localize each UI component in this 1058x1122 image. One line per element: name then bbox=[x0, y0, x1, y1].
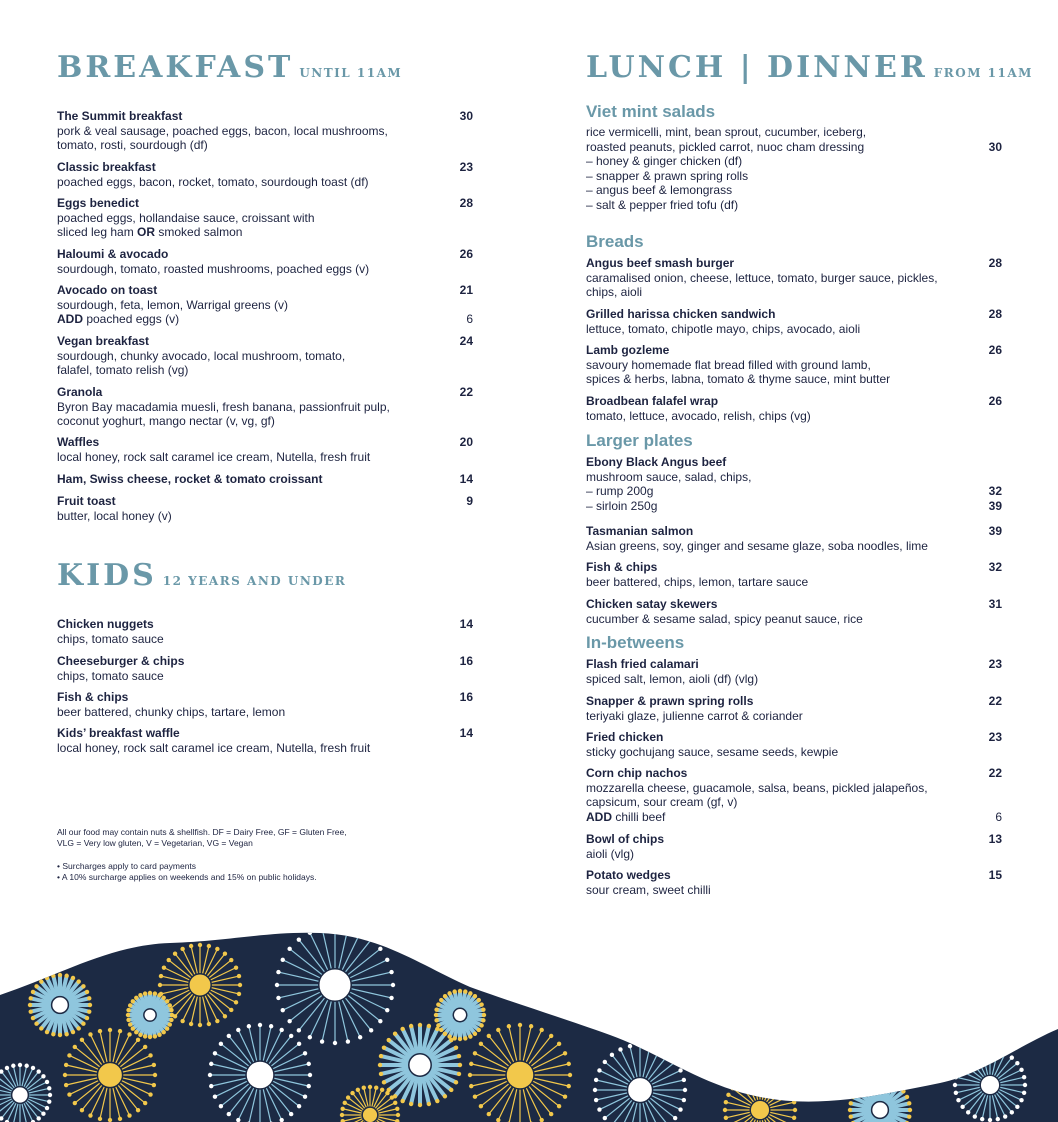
item-description: falafel, tomato relish (vg) bbox=[57, 363, 189, 377]
menu-item bbox=[586, 766, 1002, 824]
item-description: chips, tomato sauce bbox=[57, 668, 164, 683]
menu-item bbox=[586, 832, 1002, 861]
item-price: 39 bbox=[988, 524, 1002, 538]
item-price: 16 bbox=[459, 654, 473, 668]
menu-item bbox=[57, 196, 473, 240]
item-price: 30 bbox=[459, 109, 473, 123]
category-heading: In-betweens bbox=[586, 633, 685, 652]
item-description: spiced salt, lemon, aioli (df) (vlg) bbox=[586, 671, 759, 686]
menu-item bbox=[586, 597, 1002, 626]
salad-option: – angus beef & lemongrass bbox=[586, 183, 733, 197]
item-description: butter, local honey (v) bbox=[57, 508, 172, 523]
item-name: Lamb gozleme bbox=[586, 343, 670, 357]
item-name: The Summit breakfast bbox=[57, 109, 183, 123]
note-line: All our food may contain nuts & shellfish. DF = Dairy Free, GF = Gluten Free, bbox=[57, 827, 347, 837]
item-name: Corn chip nachos bbox=[586, 766, 688, 780]
desc-text: sliced leg ham bbox=[57, 225, 138, 239]
category-heading: Viet mint salads bbox=[586, 102, 716, 121]
item-description: chips, tomato sauce bbox=[57, 631, 164, 646]
item-price: 26 bbox=[988, 394, 1002, 408]
item-description: mushroom sauce, salad, chips, bbox=[586, 469, 752, 484]
menu-item bbox=[57, 690, 473, 719]
salad-option: – snapper & prawn spring rolls bbox=[586, 168, 749, 183]
item-description: Byron Bay macadamia muesli, fresh banana, passionfruit pulp, bbox=[57, 399, 390, 414]
item-price: 14 bbox=[459, 472, 473, 486]
menu-item bbox=[57, 334, 473, 378]
item-name: Haloumi & avocado bbox=[57, 247, 169, 261]
allergen-notes bbox=[57, 827, 477, 849]
item-name: Eggs benedict bbox=[57, 196, 140, 210]
item-name: Classic breakfast bbox=[57, 160, 156, 174]
add-text: poached eggs (v) bbox=[83, 312, 180, 326]
menu-item bbox=[586, 524, 1002, 553]
item-name: Chicken satay skewers bbox=[586, 597, 718, 611]
menu-item bbox=[57, 654, 473, 683]
add-price: 6 bbox=[466, 312, 473, 326]
category-heading: Larger plates bbox=[586, 431, 693, 450]
item-name: Bowl of chips bbox=[586, 832, 664, 846]
item-description: beer battered, chips, lemon, tartare sauce bbox=[586, 574, 809, 589]
item-description: caramalised onion, cheese, lettuce, tomato, burger sauce, pickles, bbox=[586, 270, 938, 285]
item-price: 24 bbox=[459, 334, 473, 348]
item-name: Fried chicken bbox=[586, 730, 664, 744]
item-description: chips, aioli bbox=[586, 285, 643, 299]
item-price: 26 bbox=[988, 343, 1002, 357]
item-description: capsicum, sour cream (gf, v) bbox=[586, 795, 738, 809]
item-price: 14 bbox=[459, 617, 473, 631]
item-name: Grilled harissa chicken sandwich bbox=[586, 307, 776, 321]
menu-item bbox=[57, 247, 473, 276]
note-line: • A 10% surcharge applies on weekends and 15% on public holidays. bbox=[57, 872, 317, 882]
item-name: Ham, Swiss cheese, rocket & tomato croissant bbox=[57, 472, 323, 486]
item-price: 9 bbox=[466, 494, 473, 508]
menu-item bbox=[586, 560, 1002, 589]
item-description: poached eggs, bacon, rocket, tomato, sourdough toast (df) bbox=[57, 174, 369, 189]
item-description: coconut yoghurt, mango nectar (v, vg, gf) bbox=[57, 414, 275, 428]
option-text: – rump 200g bbox=[586, 484, 654, 498]
item-price: 13 bbox=[988, 832, 1002, 846]
item-description: sourdough, chunky avocado, local mushroom, tomato, bbox=[57, 348, 346, 363]
item-description: tomato, lettuce, avocado, relish, chips (vg) bbox=[586, 408, 811, 423]
kids-heading bbox=[57, 558, 346, 593]
item-name: Potato wedges bbox=[586, 868, 671, 882]
item-price: 23 bbox=[459, 160, 473, 174]
item-name: Vegan breakfast bbox=[57, 334, 150, 348]
item-price: 28 bbox=[988, 307, 1002, 321]
option-price: 32 bbox=[988, 484, 1002, 498]
salad-option: – honey & ginger chicken (df) bbox=[586, 154, 743, 168]
kids-subtitle: 12 YEARS AND UNDER bbox=[162, 574, 347, 588]
item-description: local honey, rock salt caramel ice cream, Nutella, fresh fruit bbox=[57, 449, 371, 464]
add-on-line bbox=[586, 810, 1002, 825]
category-heading: Breads bbox=[586, 232, 644, 251]
item-description: sourdough, tomato, roasted mushrooms, poached eggs (v) bbox=[57, 261, 370, 276]
item-name: Avocado on toast bbox=[57, 283, 158, 297]
item-description: beer battered, chunky chips, tartare, lemon bbox=[57, 704, 286, 719]
menu-item bbox=[586, 868, 1002, 897]
menu-item bbox=[57, 494, 473, 523]
item-description: lettuce, tomato, chipotle mayo, chips, avocado, aioli bbox=[586, 321, 861, 336]
menu-item bbox=[586, 657, 1002, 686]
item-price: 23 bbox=[988, 657, 1002, 671]
item-name: Snapper & prawn spring rolls bbox=[586, 694, 754, 708]
item-name: Ebony Black Angus beef bbox=[586, 455, 727, 469]
item-name: Cheeseburger & chips bbox=[57, 654, 185, 668]
beef-option bbox=[586, 499, 1002, 514]
add-price: 6 bbox=[995, 809, 1002, 824]
item-description: mozzarella cheese, guacamole, salsa, beans, pickled jalapeños, bbox=[586, 780, 928, 795]
item-price: 22 bbox=[988, 766, 1002, 780]
item-price: 15 bbox=[988, 868, 1002, 882]
menu-item bbox=[57, 385, 473, 429]
item-price: 32 bbox=[988, 560, 1002, 574]
add-label: ADD bbox=[586, 809, 612, 824]
menu-item bbox=[57, 726, 473, 755]
item-description: tomato, rosti, sourdough (df) bbox=[57, 138, 208, 152]
item-name: Fish & chips bbox=[57, 690, 129, 704]
breakfast-heading bbox=[57, 50, 402, 85]
menu-item bbox=[586, 394, 1002, 423]
add-on-line bbox=[57, 312, 473, 327]
salad-option: – salt & pepper fried tofu (df) bbox=[586, 197, 739, 212]
menu-item bbox=[586, 125, 1002, 212]
item-description: rice vermicelli, mint, bean sprout, cucumber, iceberg, bbox=[586, 125, 867, 139]
item-description: Asian greens, soy, ginger and sesame glaze, soba noodles, lime bbox=[586, 538, 928, 553]
item-price: 28 bbox=[988, 256, 1002, 270]
menu-item bbox=[586, 730, 1002, 759]
menu-item bbox=[586, 455, 1002, 513]
item-price: 26 bbox=[459, 247, 473, 261]
item-name: Waffles bbox=[57, 435, 100, 449]
option-text: – sirloin 250g bbox=[586, 498, 658, 513]
item-price: 21 bbox=[459, 283, 473, 297]
item-description: cucumber & sesame salad, spicy peanut sauce, rice bbox=[586, 611, 863, 626]
breakfast-title: BREAKFAST bbox=[57, 50, 294, 85]
beef-option bbox=[586, 484, 1002, 499]
item-description: poached eggs, hollandaise sauce, croissant with bbox=[57, 210, 315, 225]
item-description: sour cream, sweet chilli bbox=[586, 882, 711, 897]
menu-item bbox=[57, 435, 473, 464]
floral-footer-illustration bbox=[0, 925, 1058, 1122]
item-price: 14 bbox=[459, 726, 473, 740]
item-description: savoury homemade flat bread filled with ground lamb, bbox=[586, 357, 871, 372]
item-name: Kids’ breakfast waffle bbox=[57, 726, 180, 740]
item-price: 16 bbox=[459, 690, 473, 704]
item-name: Angus beef smash burger bbox=[586, 256, 735, 270]
item-description: teriyaki glaze, julienne carrot & coriander bbox=[586, 708, 803, 723]
flower-motif bbox=[848, 1078, 912, 1122]
item-description: spices & herbs, labna, tomato & thyme sauce, mint butter bbox=[586, 372, 891, 386]
item-price: 23 bbox=[988, 730, 1002, 744]
surcharge-notes bbox=[57, 861, 477, 883]
item-price: 30 bbox=[988, 139, 1002, 154]
item-price: 22 bbox=[988, 694, 1002, 708]
item-name: Granola bbox=[57, 385, 103, 399]
breakfast-subtitle: UNTIL 11AM bbox=[299, 66, 403, 80]
item-name: Chicken nuggets bbox=[57, 617, 154, 631]
menu-item bbox=[57, 472, 473, 487]
item-name: Fruit toast bbox=[57, 494, 116, 508]
item-description: sourdough, feta, lemon, Warrigal greens (v) bbox=[57, 297, 288, 312]
item-price: 31 bbox=[988, 597, 1002, 611]
lunch-title: LUNCH | DINNER bbox=[586, 50, 928, 85]
lunch-heading bbox=[586, 50, 1033, 85]
note-line: VLG = Very low gluten, V = Vegetarian, VG = Vegan bbox=[57, 838, 253, 848]
kids-title: KIDS bbox=[57, 558, 157, 593]
item-price: 20 bbox=[459, 435, 473, 449]
item-name: Tasmanian salmon bbox=[586, 524, 694, 538]
desc-or: OR bbox=[137, 225, 156, 239]
item-price: 22 bbox=[459, 385, 473, 399]
add-label: ADD bbox=[57, 312, 83, 326]
item-description: local honey, rock salt caramel ice cream, Nutella, fresh fruit bbox=[57, 740, 371, 755]
lunch-subtitle: FROM 11AM bbox=[933, 66, 1033, 80]
item-name: Broadbean falafel wrap bbox=[586, 394, 719, 408]
item-description: sticky gochujang sauce, sesame seeds, kewpie bbox=[586, 744, 839, 759]
menu-item bbox=[586, 307, 1002, 336]
item-description bbox=[586, 140, 1002, 155]
option-price: 39 bbox=[988, 498, 1002, 513]
item-name: Flash fried calamari bbox=[586, 657, 699, 671]
item-description: aioli (vlg) bbox=[586, 846, 635, 861]
menu-item bbox=[586, 256, 1002, 300]
item-description: pork & veal sausage, poached eggs, bacon, local mushrooms, bbox=[57, 123, 388, 138]
menu-item bbox=[57, 283, 473, 327]
menu-item bbox=[57, 160, 473, 189]
add-text: chilli beef bbox=[612, 809, 666, 824]
menu-item bbox=[57, 617, 473, 646]
menu-item bbox=[586, 694, 1002, 723]
item-description bbox=[57, 225, 473, 240]
menu-item bbox=[57, 109, 473, 153]
menu-item bbox=[586, 343, 1002, 387]
desc-text: roasted peanuts, pickled carrot, nuoc cham dressing bbox=[586, 139, 865, 154]
item-price: 28 bbox=[459, 196, 473, 210]
desc-text: smoked salmon bbox=[155, 225, 243, 239]
item-name: Fish & chips bbox=[586, 560, 658, 574]
note-line: • Surcharges apply to card payments bbox=[57, 861, 197, 871]
